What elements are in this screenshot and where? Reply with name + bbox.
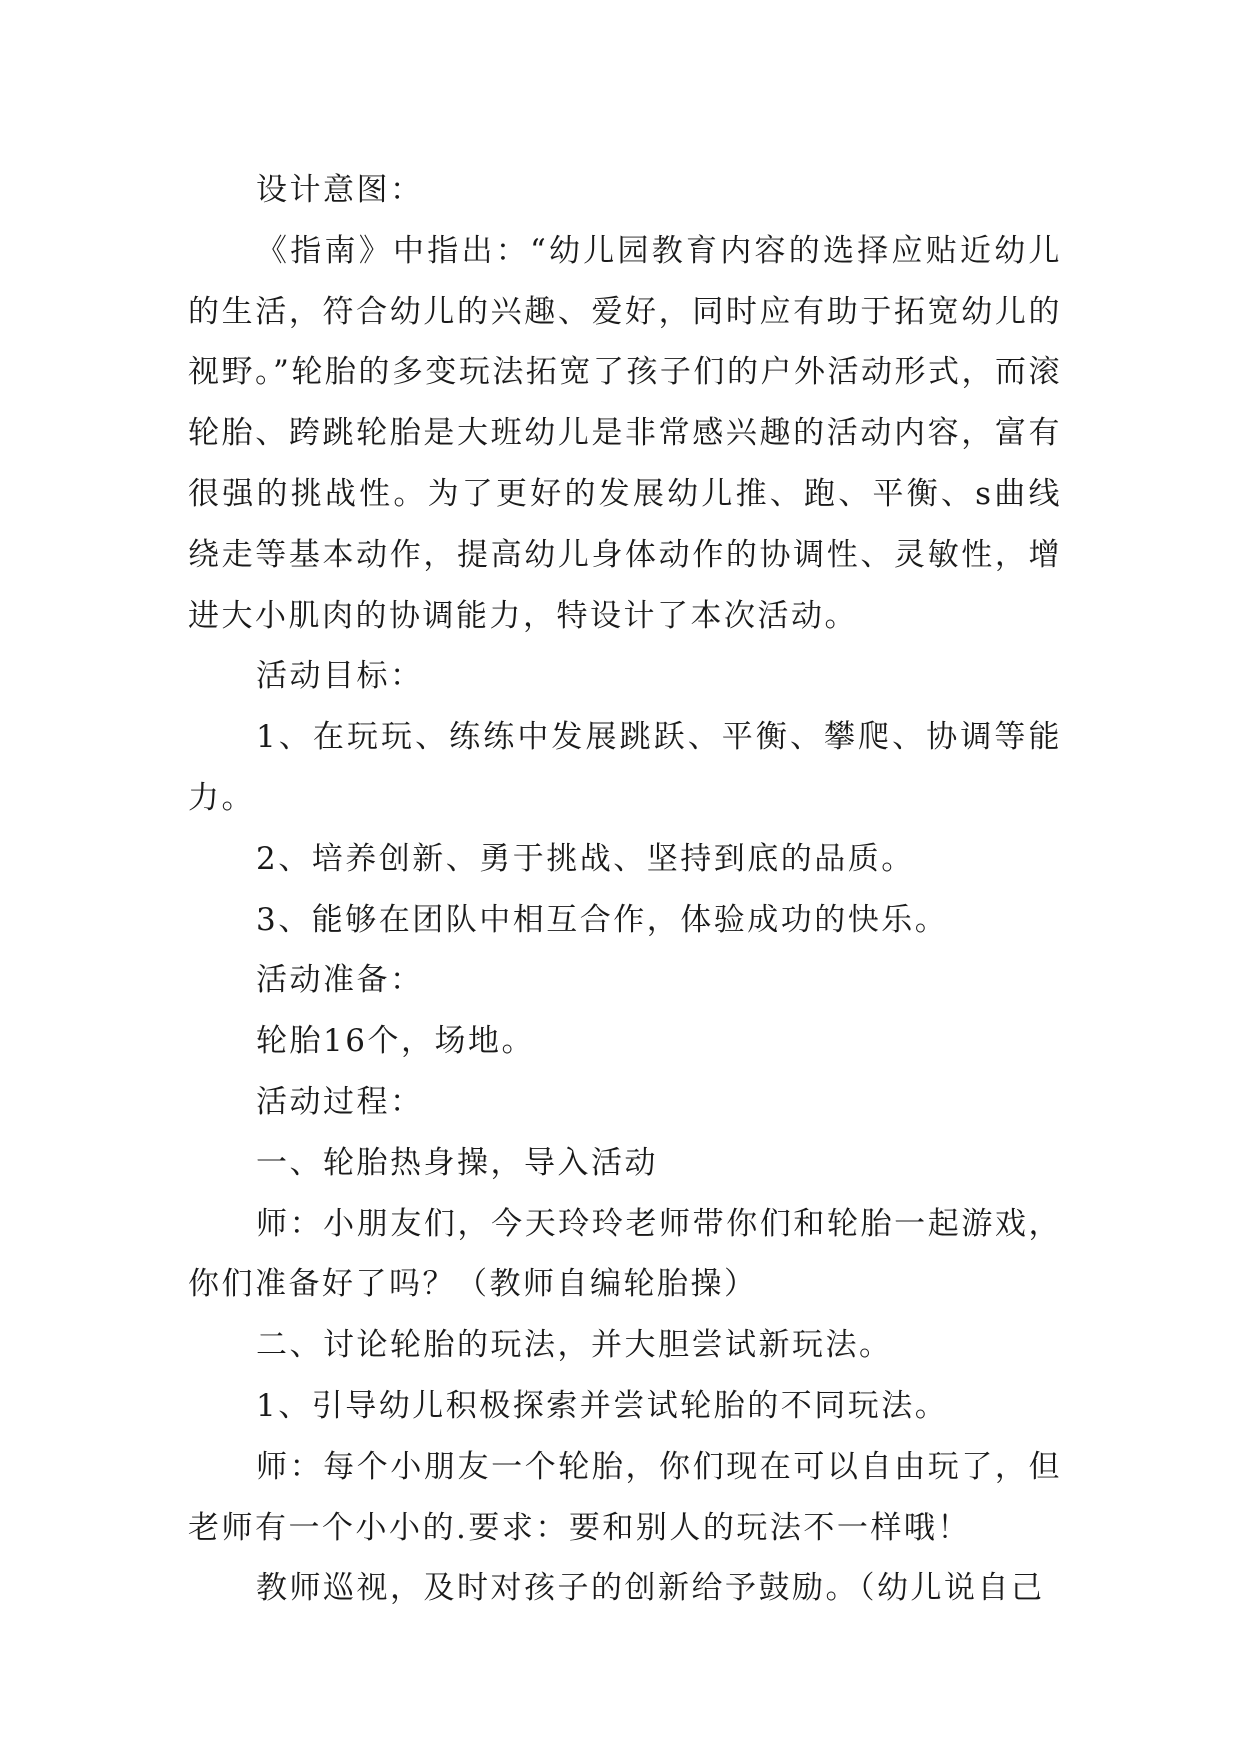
process-step-2-title: 二、讨论轮胎的玩法，并大胆尝试新玩法。 (256, 1327, 893, 1364)
process-step-2-note: 教师巡视，及时对孩子的创新给予鼓励。（幼儿说自己 (256, 1570, 1045, 1607)
process-step-1-title: 一、轮胎热身操，导入活动 (256, 1144, 658, 1181)
heading-activity-preparation: 活动准备： (256, 962, 424, 999)
document-body (188, 160, 1062, 1619)
heading-design-intent: 设计意图： (256, 172, 424, 208)
paragraph-design-intent: 《指南》中指出：“幼儿园教育内容的选择应贴近幼儿的生活，符合幼儿的兴趣、爱好，同时应有助于拓宽幼儿的视野。”轮胎的多变玩法拓宽了孩子们的户外活动形式，而滚轮胎、跨跳轮胎是大班幼儿是非常感兴趣的活动内容，富有很强的挑战性。为了更好的发展幼儿推、跑、平衡、s曲线绕走等基本动作，提高幼儿身体动作的协调性、灵敏性，增进大小肌肉的协调能力，特设计了本次活动。 (188, 232, 1062, 634)
goal-item-2: 2、培养创新、勇于挑战、坚持到底的品质。 (256, 840, 915, 877)
preparation-text: 轮胎16个，场地。 (256, 1023, 535, 1060)
process-step-2-dialogue: 师：每个小朋友一个轮胎，你们现在可以自由玩了，但老师有一个小小的.要求：要和别人的玩法不一样哦！ (188, 1448, 1062, 1546)
heading-activity-goals: 活动目标： (256, 658, 424, 695)
goal-item-1: 1、在玩玩、练练中发展跳跃、平衡、攀爬、协调等能力。 (188, 719, 1062, 816)
process-step-2-sub-1: 1、引导幼儿积极探索并尝试轮胎的不同玩法。 (256, 1387, 949, 1424)
process-step-1-dialogue: 师：小朋友们，今天玲玲老师带你们和轮胎一起游戏，你们准备好了吗？（教师自编轮胎操） (188, 1205, 1062, 1303)
heading-activity-process: 活动过程： (256, 1083, 424, 1120)
goal-item-3: 3、能够在团队中相互合作，体验成功的快乐。 (256, 901, 949, 938)
